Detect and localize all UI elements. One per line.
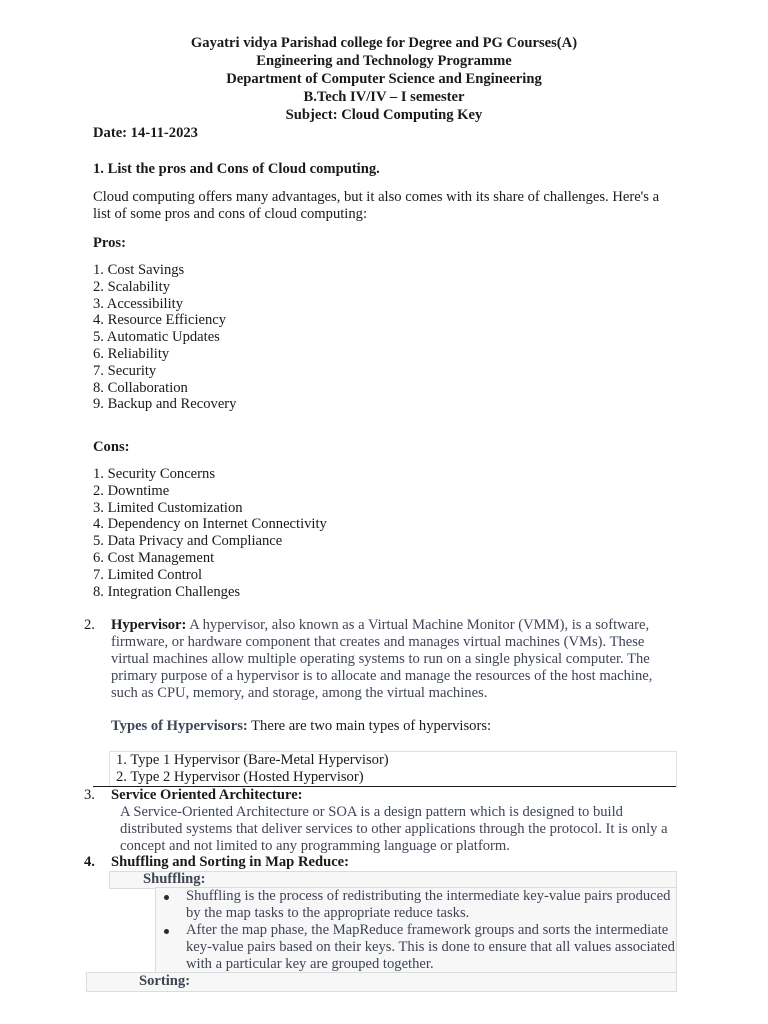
list-item: 7. Limited Control [93, 566, 203, 583]
list-item: 4. Dependency on Internet Connectivity [93, 516, 327, 533]
pros-heading: Pros: [93, 235, 126, 251]
semester: B.Tech IV/IV – I semester [303, 89, 465, 105]
types-label: Types of Hypervisors: [111, 718, 248, 734]
list-item: 5. Automatic Updates [93, 329, 220, 346]
list-item: 8. Integration Challenges [93, 583, 241, 600]
exam-date: Date: 14-11-2023 [93, 125, 198, 141]
bullet-icon [164, 895, 169, 900]
shuffling-label: Shuffling: [143, 871, 206, 887]
q2-text: A hypervisor, also known as a Virtual Machine Monitor (VMM), is a software, firmware, or hardware component that creates and manages virtual machines (VMs). These virtual machines allow multiple operating systems to run on a single physical computer. The primary purpose of a hypervisor is to allocate and manage the resources of the host machine, such as CPU, memory, and storage, among the virtual machines. [111, 617, 653, 701]
list-item: 4. Resource Efficiency [93, 312, 227, 329]
q4-title: Shuffling and Sorting in Map Reduce: [111, 854, 350, 870]
types-text: There are two main types of hypervisors: [247, 718, 492, 734]
q3-number: 3. [84, 787, 95, 803]
q3-text: A Service-Oriented Architecture or SOA is a design pattern which is designed to build distributed systems that deliver services to other applications through the protocol. It is only a concept and not limited to any programming language or platform. [120, 804, 668, 854]
list-item: 7. Security [93, 362, 157, 379]
cons-list [93, 466, 327, 600]
programme-name: Engineering and Technology Programme [256, 53, 512, 69]
department-name: Department of Computer Science and Engineering [226, 71, 542, 87]
sorting-label: Sorting: [139, 973, 191, 989]
hypervisor-type-2: 2. Type 2 Hypervisor (Hosted Hypervisor) [116, 769, 364, 785]
q1-intro: Cloud computing offers many advantages, but it also comes with its share of challenges. Here's a list of some pros and cons of cloud computing: [93, 189, 660, 222]
shuffling-bullet-1: Shuffling is the process of redistributing the intermediate key-value pairs produced by the map tasks to the appropriate reduce tasks. [186, 888, 671, 921]
subject-title: Subject: Cloud Computing Key [285, 107, 483, 123]
list-item: 6. Cost Management [93, 549, 215, 566]
list-item: 8. Collaboration [93, 379, 188, 396]
list-item: 3. Accessibility [93, 295, 183, 312]
q4-number: 4. [84, 854, 95, 870]
list-item: 5. Data Privacy and Compliance [93, 533, 283, 550]
q2-term: Hypervisor: [111, 617, 187, 633]
list-item: 1. Security Concerns [93, 466, 215, 482]
list-item: 2. Downtime [93, 482, 170, 499]
college-name: Gayatri vidya Parishad college for Degree and PG Courses(A) [190, 35, 578, 51]
q3-title: Service Oriented Architecture: [111, 787, 303, 803]
q2-number: 2. [84, 617, 95, 633]
list-item: 1. Cost Savings [93, 262, 185, 278]
hypervisor-types-line [111, 718, 491, 735]
cons-heading: Cons: [93, 439, 130, 455]
list-item: 9. Backup and Recovery [93, 396, 237, 413]
hypervisor-type-1: 1. Type 1 Hypervisor (Bare-Metal Hypervisor) [116, 752, 389, 768]
q2-paragraph [111, 617, 666, 702]
pros-list [93, 262, 236, 413]
list-item: 2. Scalability [93, 278, 171, 295]
list-item: 6. Reliability [93, 345, 170, 362]
list-item: 3. Limited Customization [93, 499, 243, 516]
shuffling-bullet-2: After the map phase, the MapReduce framework groups and sorts the intermediate key-value pairs based on their keys. This is done to ensure that all values associated with a particular key are grouped together. [186, 922, 675, 972]
bullet-icon [164, 929, 169, 934]
q1-title: 1. List the pros and Cons of Cloud computing. [93, 161, 380, 177]
